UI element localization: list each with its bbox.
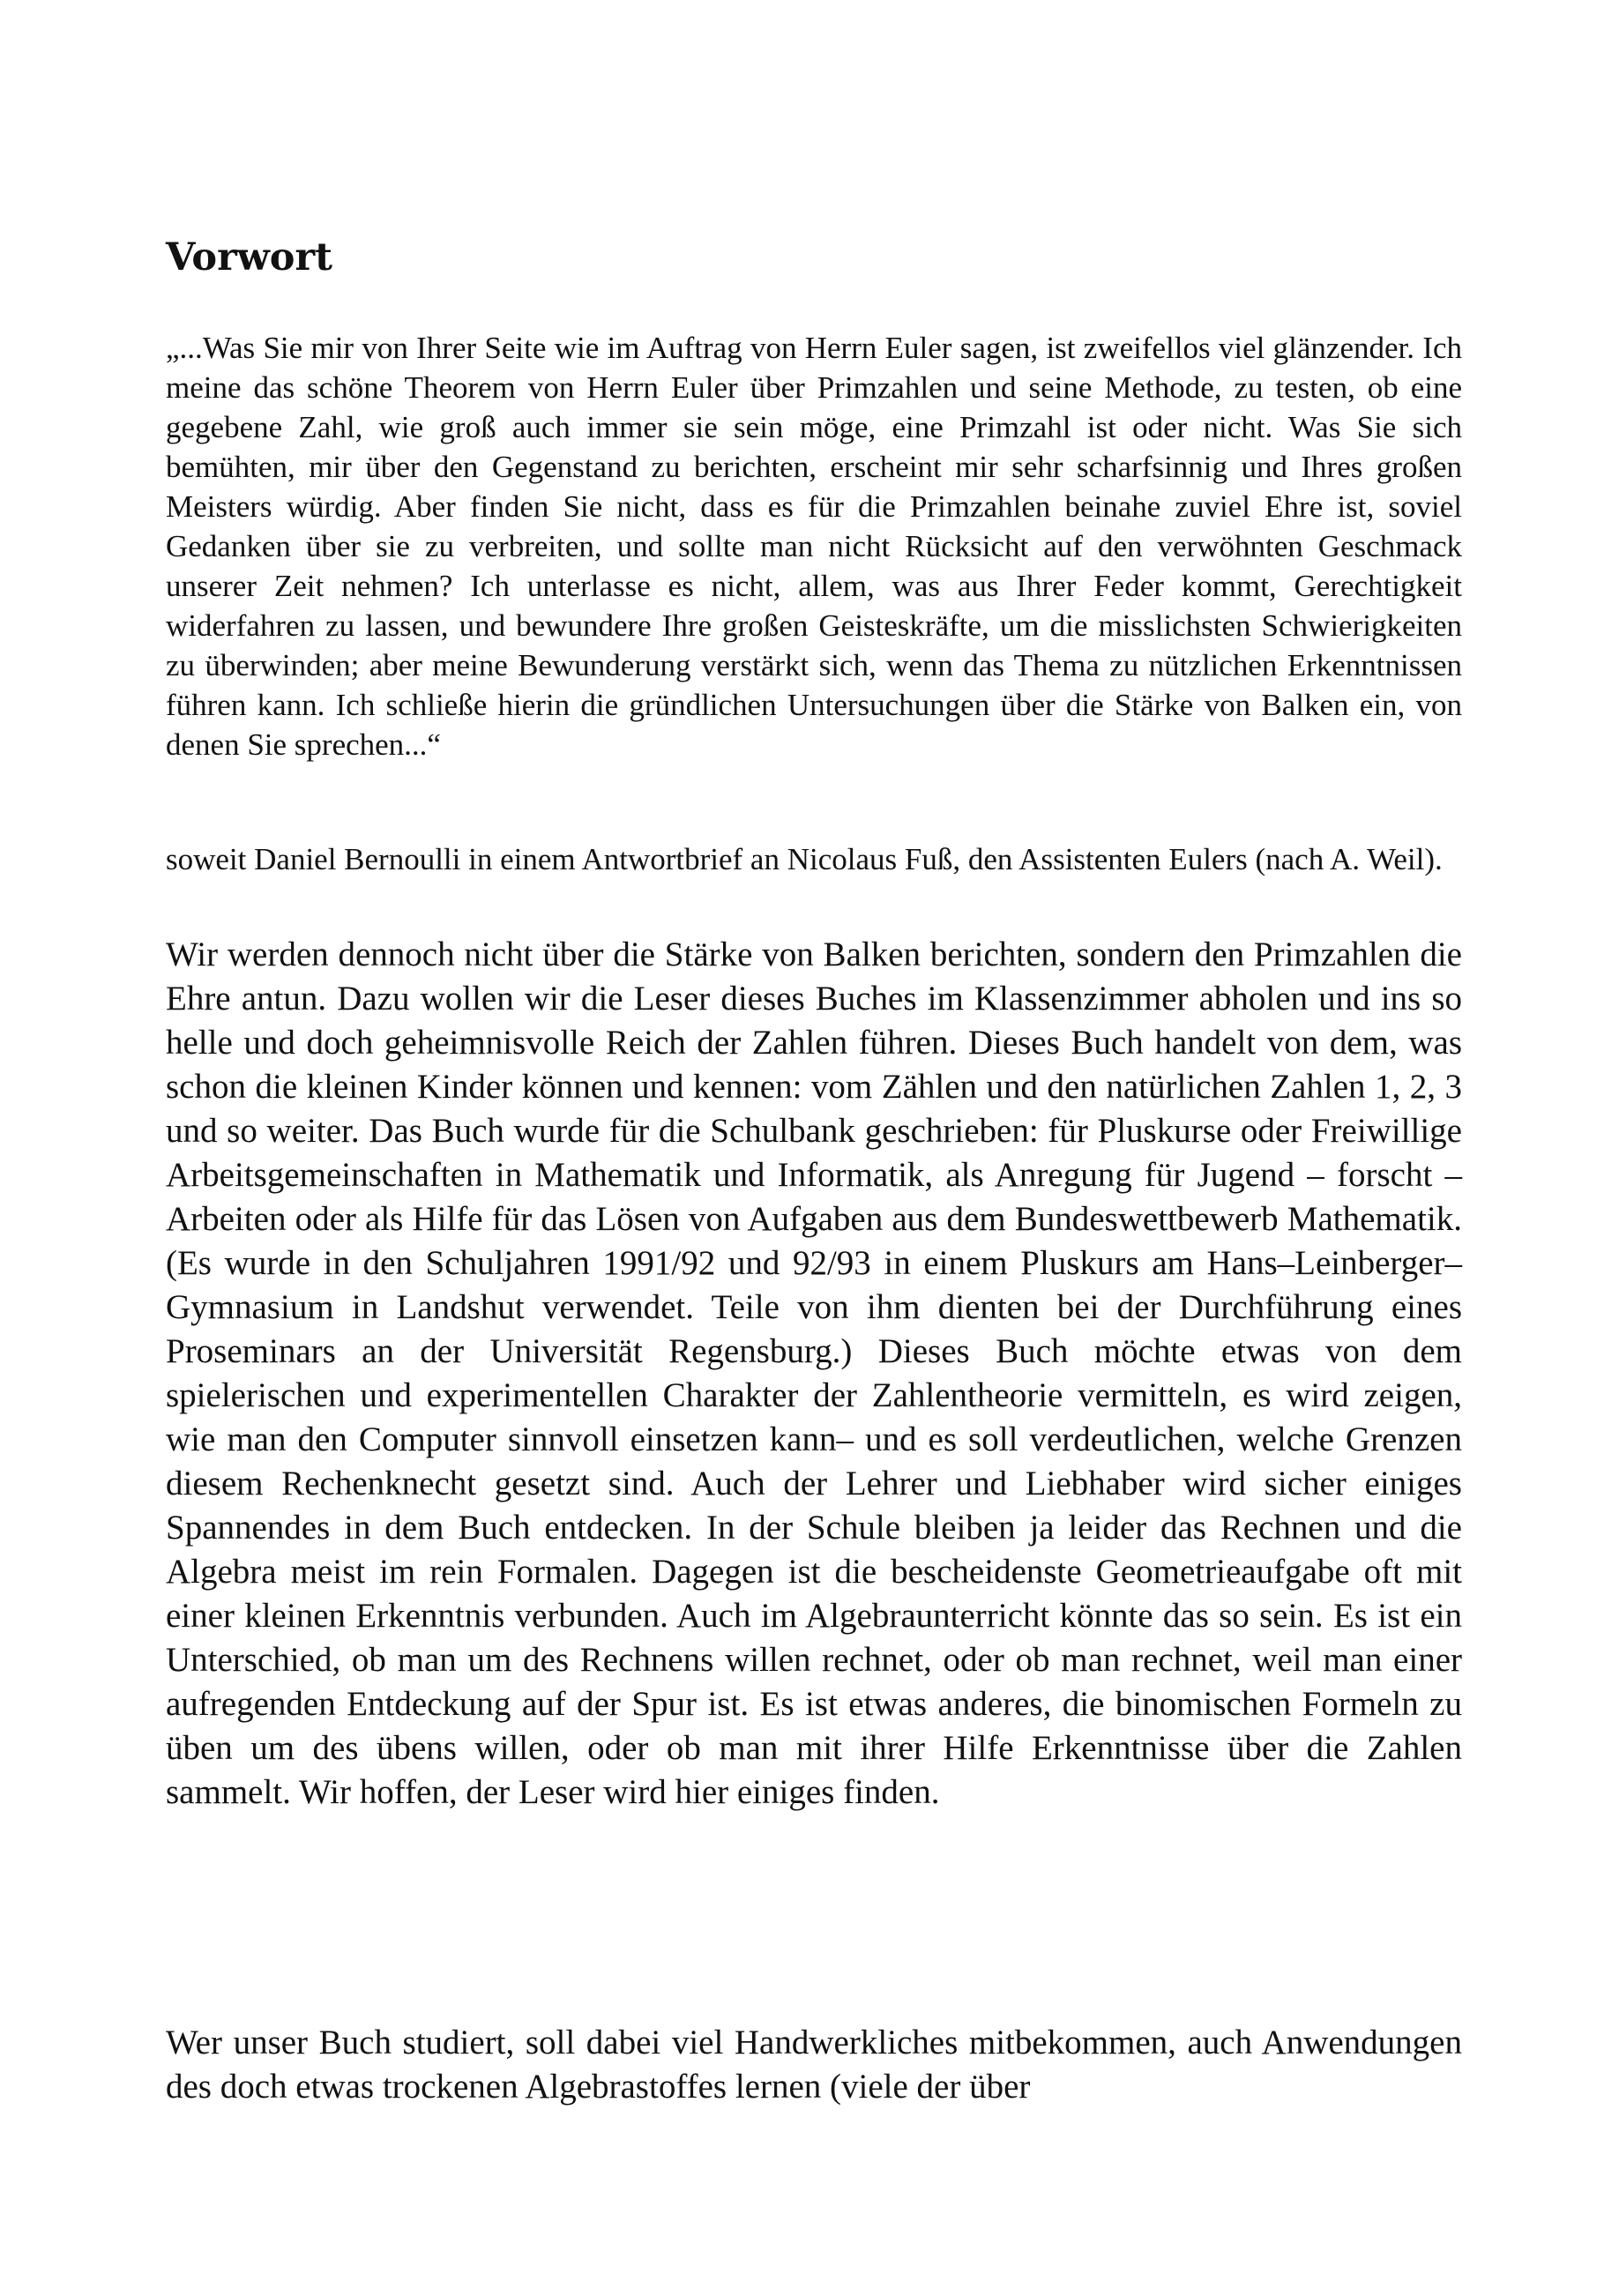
body-paragraph: Wir werden dennoch nicht über die Stärke von Balken berichten, sondern den Primzahlen die Ehre antun. Dazu wollen wir die Leser dieses Buches im Klassenzimmer abholen und ins so helle und doch geheimnisvolle Reich der Zahlen führen. Dieses Buch handelt von dem, was schon die kleinen Kinder können und kennen: vom Zählen und den natürlichen Zahlen 1, 2, 3 und so weiter. Das Buch wurde für die Schulbank geschrieben: für Pluskurse oder Freiwillige Arbeitsgemeinschaften in Mathematik und Informatik, als Anregung für Jugend – forscht – Arbeiten oder als Hilfe für das Lösen von Aufgaben aus dem Bundeswettbewerb Mathematik. (Es wurde in den Schuljahren 1991/92 und 92/93 in einem Pluskurs am Hans–Leinberger–Gymnasium in Landshut verwendet. Teile von ihm dienten bei der Durchführung eines Proseminars an der Universität Regensburg.) Dieses Buch möchte etwas von dem spielerischen und experimentellen Charakter der Zahlentheorie vermitteln, es wird zeigen, wie man den Computer sinnvoll einsetzen kann– und es soll verdeutlichen, welche Grenzen diesem Rechenknecht gesetzt sind. Auch der Lehrer und Liebhaber wird sicher einiges Spannendes in dem Buch entdecken. In der Schule bleiben ja leider das Rechnen und die Algebra meist im rein Formalen. Dagegen ist die bescheidenste Geometrieaufgabe oft mit einer kleinen Erkenntnis verbunden. Auch im Algebraunterricht könnte das so sein. Es ist ein Unterschied, ob man um des Rechnens willen rechnet, oder ob man rechnet, weil man einer aufregenden Entdeckung auf der Spur ist. Es ist etwas anderes, die binomischen Formeln zu üben um des übens willen, oder ob man mit ihrer Hilfe Erkenntnisse über die Zahlen sammelt. Wir hoffen, der Leser wird hier einiges finden. xyxy=(166,936,1462,1811)
epigraph-quote: „...Was Sie mir von Ihrer Seite wie im Auftrag von Herrn Euler sagen, ist zweifellos viel glänzender. Ich meine das schöne Theorem von Herrn Euler über Primzahlen und seine Methode, zu testen, ob eine gegebene Zahl, wie groß auch immer sie sein möge, eine Primzahl ist oder nicht. Was Sie sich bemühten, mir über den Gegenstand zu berichten, erscheint mir sehr scharfsinnig und Ihres großen Meisters würdig. Aber finden Sie nicht, dass es für die Primzahlen beinahe zuviel Ehre ist, soviel Gedanken über sie zu verbreiten, und sollte man nicht Rücksicht auf den verwöhnten Geschmack unserer Zeit nehmen? Ich unterlasse es nicht, allem, was aus Ihrer Feder kommt, Gerechtigkeit widerfahren zu lassen, und bewundere Ihre großen Geisteskräfte, um die misslichsten Schwierigkeiten zu überwinden; aber meine Bewunderung verstärkt sich, wenn das Thema zu nützlichen Erkenntnissen führen kann. Ich schließe hierin die gründlichen Untersuchungen über die Stärke von Balken ein, von denen Sie sprechen...“ xyxy=(166,331,1462,762)
section-heading: Vorwort xyxy=(166,235,332,280)
quote-attribution: soweit Daniel Bernoulli in einem Antwortbrief an Nicolaus Fuß, den Assistenten Eulers (nach A. Weil). xyxy=(166,842,1443,876)
body-paragraph-continued: Wer unser Buch studiert, soll dabei viel Handwerkliches mitbekommen, auch Anwendungen des doch etwas trockenen Algebrastoffes lernen (viele der über xyxy=(166,2024,1462,2106)
